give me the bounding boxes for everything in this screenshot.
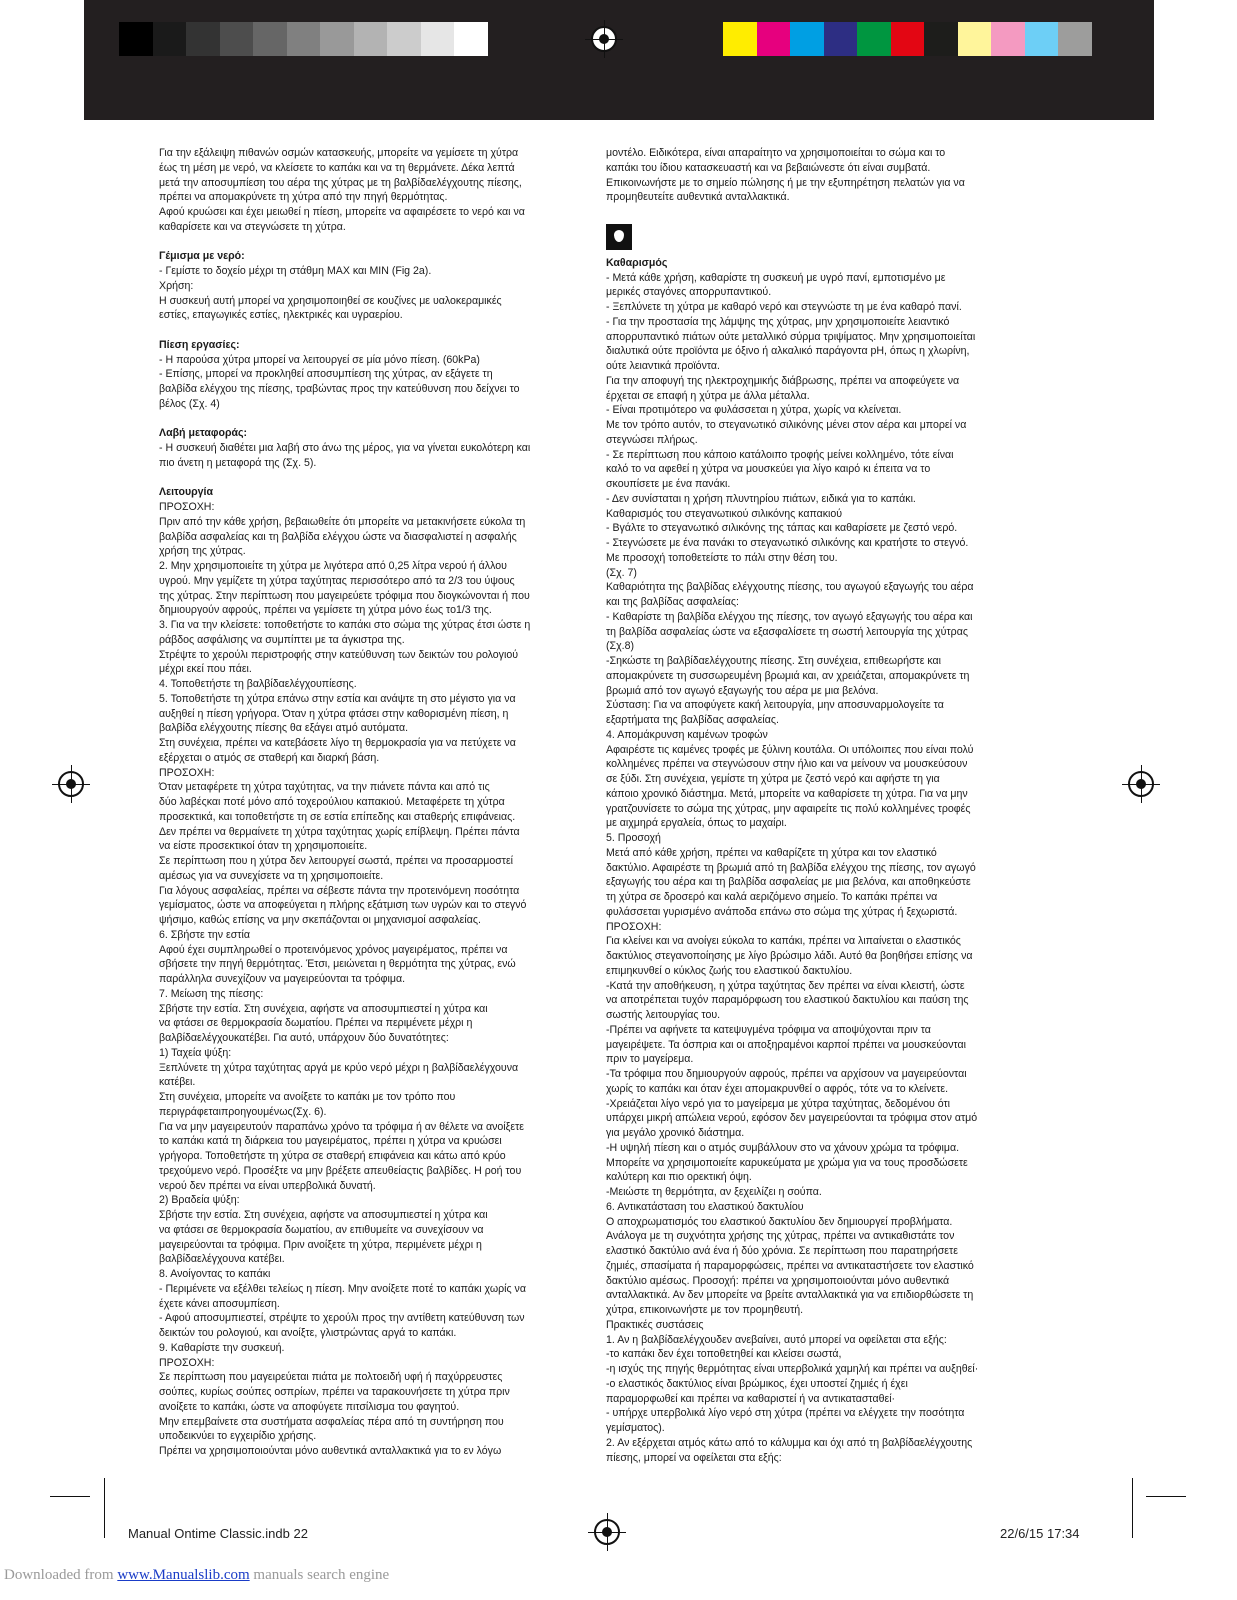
text-line: Χρήση:: [159, 279, 194, 292]
text-line: στεγνώσει πλήρως.: [606, 433, 698, 446]
color-swatch: [186, 22, 220, 56]
text-line: βρωμιά από τον αγωγό εξαγωγής του αέρα με μια βελόνα.: [606, 684, 879, 697]
text-line: Για λόγους ασφαλείας, πρέπει να σέβεστε πάντα την προτεινόμενη ποσότητα: [159, 884, 520, 897]
text-line: - Αφού αποσυμπιεστεί, στρέψτε το χερούλι προς την αντίθετη κατεύθυνση των: [159, 1312, 525, 1325]
color-swatch: [891, 22, 925, 56]
text-line: 6. Αντικατάσταση του ελαστικού δακτυλίου: [606, 1200, 804, 1213]
text-line: μαγειρεύονται τα τρόφιμα. Πριν ανοίξετε τη χύτρα, περιμένετε μέχρι η: [159, 1238, 482, 1251]
left-text-column: [159, 146, 577, 1459]
text-line: Ο αποχρωματισμός του ελαστικού δακτυλίου δεν δημιουργεί προβλήματα.: [606, 1215, 953, 1228]
text-line: Αφού κρυώσει και έχει μειωθεί η πίεση, μπορείτε να αφαιρέσετε το νερό και να: [159, 206, 525, 218]
text-line: εξαρτήματα της βαλβίδας ασφαλείας.: [606, 714, 779, 726]
crop-mark: [1146, 1496, 1186, 1497]
text-line: - Γεμίστε το δοχείο μέχρι τη στάθμη MAX και MIN (Fig 2a).: [159, 265, 432, 277]
text-line: Στη συνέχεια, πρέπει να κατεβάσετε λίγο τη θερμοκρασία για να πετύχετε να: [159, 737, 516, 749]
text-line: καθαρίσετε και να στεγνώσετε τη χύτρα.: [159, 220, 346, 233]
text-line: Σβήστε την εστία. Στη συνέχεια, αφήστε να αποσυμπιεστεί η χύτρα και: [159, 1209, 488, 1221]
text-line: - Βγάλτε το στεγανωτικό σιλικόνης της τάπας και καθαρίσετε με ζεστό νερό.: [606, 522, 958, 535]
text-line: Με προσοχή τοποθετείστε το πάλι στην θέση του.: [606, 551, 838, 564]
text-line: - Για την προστασία της λάμψης της χύτρας, μην χρησιμοποιείτε λειαντικό: [606, 315, 950, 328]
text-line: γεμίσματος).: [606, 1422, 665, 1434]
color-swatch: [1025, 22, 1059, 56]
text-line: - Ξεπλύνετε τη χύτρα με καθαρό νερό και στεγνώστε τη με ένα καθαρό πανί.: [606, 301, 962, 313]
text-line: Για να μην μαγειρευτούν παραπάνω χρόνο τα τρόφιμα ή αν θέλετε να ανοίξετε: [159, 1120, 525, 1133]
color-swatch: [991, 22, 1025, 56]
color-swatch: [253, 22, 287, 56]
text-line: εστίες, επαγωγικές εστίες, ηλεκτρικές και υγραερίου.: [159, 309, 403, 322]
text-line: να φτάσει σε θερμοκρασία δωματίου, αν επιθυμείτε να συνεχίσουν να: [159, 1223, 484, 1236]
text-line: ανοίξετε το καπάκι, ώστε να αποφύγετε πιτσίλισμα του φαγητού.: [159, 1400, 460, 1413]
text-line: Μετά από κάθε χρήση, πρέπει να καθαρίζετε τη χύτρα και τον ελαστικό: [606, 846, 937, 859]
footer-date: 22/6/15 17:34: [1000, 1526, 1080, 1541]
footer-file-info: Manual Ontime Classic.indb 22: [128, 1526, 308, 1541]
text-line: παράλληλα συνεχίζουν να μαγειρεύονται τα τρόφιμα.: [159, 973, 406, 985]
registration-mark-icon: [58, 771, 84, 797]
text-line: δακτύλιο αμέσως. Προσοχή: πρέπει να χρησιμοποιούνται μόνο αυθεντικά: [606, 1274, 950, 1287]
color-swatch: [824, 22, 858, 56]
registration-mark-icon: [591, 26, 617, 52]
section-heading: Καθαρισμός: [606, 256, 668, 269]
text-line: έρχεται σε επαφή η χύτρα με άλλα μέταλλα.: [606, 389, 810, 402]
text-line: βαλβίδαελέγχουκατέβει. Για αυτό, υπάρχουν δύο δυνατότητες:: [159, 1032, 449, 1044]
download-prefix: Downloaded from: [4, 1567, 118, 1583]
text-line: -Σηκώστε τη βαλβίδαελέγχουτης πίεσης. Στη συνέχεια, επιθεωρήστε και: [606, 655, 942, 667]
text-line: Στρέψτε το χερούλι περιστροφής στην κατεύθυνση των δεικτών του ρολογιού: [159, 648, 519, 661]
text-line: 5. Προσοχή: [606, 832, 661, 844]
text-line: ΠΡΟΣΟΧΗ:: [159, 1356, 215, 1369]
text-line: βέλος (Σχ. 4): [159, 397, 220, 410]
text-line: απορρυπαντικό πιάτων ούτε μεταλλικό σύρμα τριψίματος. Μην χρησιμοποιείται: [606, 330, 976, 343]
text-line: παραμορφωθεί και πρέπει να καθαριστεί ή να αντικατασταθεί·: [606, 1392, 896, 1405]
text-line: κάποιο χρονικό διάστημα. Μετά, μπορείτε να καθαρίσετε τη χύτρα. Για να μην: [606, 787, 968, 800]
text-line: περιγράφεταιπροηγουμένως(Σχ. 6).: [159, 1105, 327, 1118]
text-line: 4. Απομάκρυνση καμένων τροφών: [606, 728, 768, 741]
color-swatch: [220, 22, 254, 56]
text-line: υγρού. Μην γεμίζετε τη χύτρα ταχύτητας περισσότερο από τα 2/3 του ύψους: [159, 574, 515, 587]
text-line: σβήσετε την πηγή θερμότητας. Έτσι, μειώνεται η θερμότητα της χύτρας, ενώ: [159, 958, 516, 971]
text-line: μέχρι εκεί που πάει.: [159, 663, 252, 676]
text-line: -η ισχύς της πηγής θερμότητας είναι υπερβολικά χαμηλή και πρέπει να αυξηθεί·: [606, 1363, 979, 1375]
text-line: 4. Τοποθετήστε τη βαλβίδαελέγχουπίεσης.: [159, 678, 357, 690]
text-line: αμέσως για να συνεχίσετε να τη χρησιμοποιείτε.: [159, 869, 384, 882]
text-line: - Η παρούσα χύτρα μπορεί να λειτουργεί σε μία μόνο πίεση. (60kPa): [159, 353, 480, 366]
color-swatch: [287, 22, 321, 56]
text-line: -Η υψηλή πίεση και ο ατμός συμβάλλουν στο να χάνουν χρώμα τα τρόφιμα.: [606, 1141, 960, 1154]
text-line: 8. Ανοίγοντας το καπάκι: [159, 1268, 271, 1280]
text-line: ΠΡΟΣΟΧΗ:: [159, 766, 215, 779]
section-heading: Γέμισμα με νερό:: [159, 250, 245, 263]
color-swatch: [958, 22, 992, 56]
text-line: δύο λαβέςκαι ποτέ μόνο από τοχερούλιου καπακιού. Μεταφέρετε τη χύτρα: [159, 796, 505, 808]
color-swatch: [421, 22, 455, 56]
text-line: Με τον τρόπο αυτόν, το στεγανωτικό σιλικόνης μένει στον αέρα και μπορεί να: [606, 419, 967, 431]
text-line: σωστής λειτουργίας του.: [606, 1009, 721, 1021]
text-line: κατέβει.: [159, 1076, 196, 1089]
text-line: - Είναι προτιμότερο να φυλάσσεται η χύτρα, χωρίς να κλείνεται.: [606, 404, 902, 417]
text-line: - Μετά κάθε χρήση, καθαρίστε τη συσκευή με υγρό πανί, εμποτισμένο με: [606, 271, 946, 284]
text-line: εξέρχεται ο ατμός σε σταθερή και διαρκή βάση.: [159, 751, 380, 764]
text-line: Αφαιρέστε τις καμένες τροφές με ξύλινη κουτάλα. Οι υπόλοιπες που είναι πολύ: [606, 743, 974, 756]
text-line: ανταλλακτικά. Αν δεν μπορείτε να βρείτε ανταλλακτικά για να επιδιορθώσετε τη: [606, 1289, 974, 1302]
text-line: βαλβίδα ασφαλείας και τη βαλβίδα ελέγχου ώστε να διασφαλιστεί η ασφαλής: [159, 530, 517, 543]
text-line: Δεν πρέπει να θερμαίνετε τη χύτρα ταχύτητας χωρίς επίβλεψη. Πρέπει πάντα: [159, 825, 520, 838]
text-line: -το καπάκι δεν έχει τοποθετηθεί και κλείσει σωστά,: [606, 1348, 842, 1361]
text-line: υποδεικνύει το εγχειρίδιο χρήσης.: [159, 1430, 317, 1443]
text-line: (Σχ. 7): [606, 566, 637, 579]
color-swatch: [757, 22, 791, 56]
text-line: Σε περίπτωση που η χύτρα δεν λειτουργεί σωστά, πρέπει να προσαρμοστεί: [159, 855, 514, 867]
text-line: 1) Ταχεία ψύξη:: [159, 1046, 232, 1059]
text-line: για μεγάλο χρονικό διάστημα.: [606, 1127, 745, 1139]
text-line: σε ξύδι. Στη συνέχεια, γεμίστε τη χύτρα με ζεστό νερό και αφήστε τη για: [606, 773, 940, 785]
section-heading: Λειτουργία: [159, 486, 214, 499]
text-line: χύτρα, επικοινωνήστε με τον προμηθευτή.: [606, 1304, 804, 1316]
text-line: γρατζουνίσετε το σώμα της χύτρας, μην αφαιρείτε τις πολύ κολλημένες τροφές: [606, 802, 971, 815]
text-line: Ξεπλύνετε τη χύτρα ταχύτητας αργά με κρύο νερό μέχρι η βαλβίδαελέγχουνα: [159, 1061, 519, 1074]
text-line: απομακρύνετε τη συσσωρευμένη βρωμιά και, αν χρειάζεται, απομακρύνετε τη: [606, 669, 970, 682]
text-line: προσεκτικά, και τοποθετήστε τη σε εστία επίπεδης και σταθερής επιφάνειας.: [159, 810, 516, 823]
text-line: βαλβίδαελέγχουνα κατέβει.: [159, 1253, 285, 1266]
text-line: έχετε κάνει αποσυμπίεση.: [159, 1297, 280, 1310]
text-line: το καπάκι κατά τη διάρκεια του μαγειρέματος, πρέπει η χύτρα να κρυώσει: [159, 1135, 502, 1148]
text-line: [159, 471, 577, 486]
color-swatch: [924, 22, 958, 56]
text-line: -Πρέπει να αφήνετε τα κατεψυγμένα τρόφιμα να αποψύχονται πριν τα: [606, 1023, 931, 1036]
text-line: - υπήρχε υπερβολικά λίγο νερό στη χύτρα (πρέπει να ελέγχετε την ποσότητα: [606, 1407, 965, 1420]
color-swatch: [354, 22, 388, 56]
text-line: -Μειώστε τη θερμότητα, αν ξεχειλίζει η σούπα.: [606, 1186, 822, 1198]
text-line: γρήγορα. Τοποθετήστε τη χύτρα σε σταθερή επιφάνεια και κάτω από κρύο: [159, 1150, 506, 1162]
text-line: υπάρχει μικρή απώλεια νερού, εφόσον δεν μαγειρεύονται τα τρόφιμα στον ατμό: [606, 1112, 978, 1125]
text-line: - Επίσης, μπορεί να προκληθεί αποσυμπίεση της χύτρας, αν εξάγετε τη: [159, 368, 493, 381]
text-line: καλό το να αφεθεί η χύτρα να μουσκεύει για λίγο καιρό κι έπειτα να το: [606, 463, 931, 476]
text-line: Ανάλογα με τη συχνότητα χρήσης της χύτρας, πρέπει να αντικαθιστάτε τον: [606, 1230, 955, 1243]
text-line: τρεχούμενο νερό. Προσέξτε να μην βρέξετε απευθείαςτις βαλβίδες. Η ροή του: [159, 1164, 522, 1177]
text-line: 9. Καθαρίστε την συσκευή.: [159, 1341, 285, 1354]
text-line: Μην επεμβαίνετε στα συστήματα ασφαλείας πέρα από τη συντήρηση που: [159, 1415, 504, 1428]
text-line: να αποτρέπεται τυχόν παραμόρφωση του ελαστικού δακτυλίου και παύση της: [606, 994, 969, 1007]
text-line: σκουπίσετε με ένα πανάκι.: [606, 478, 731, 490]
text-line: πίεσης, μπορεί να οφείλεται στα εξής:: [606, 1451, 782, 1464]
text-line: Για κλείνει και να ανοίγει εύκολα το καπάκι, πρέπει να λιπαίνεται ο ελαστικός: [606, 935, 961, 948]
text-line: Σε περίπτωση που μαγειρεύεται πιάτα με πολτοειδή υφή ή παχύρρευστες: [159, 1371, 503, 1384]
text-line: -Κατά την αποθήκευση, η χύτρα ταχύτητας δεν πρέπει να είναι κλειστή, ώστε: [606, 979, 965, 992]
text-line: τη χύτρα σε δροσερό και καλά αεριζόμενο σημείο. Το καπάκι πρέπει να: [606, 891, 938, 903]
text-line: μοντέλο. Ειδικότερα, είναι απαραίτητο να χρησιμοποιείται το σώμα και το: [606, 147, 946, 159]
text-line: Για την αποφυγή της ηλεκτροχημικής διάβρωσης, πρέπει να αποφεύγετε να: [606, 374, 960, 387]
text-line: -ο ελαστικός δακτύλιος είναι βρώμικος, έχει υποστεί ζημιές ή έχει: [606, 1377, 908, 1390]
crop-mark: [50, 1496, 90, 1497]
text-line: Πριν από την κάθε χρήση, βεβαιωθείτε ότι μπορείτε να μετακινήσετε εύκολα τη: [159, 515, 526, 528]
text-line: μερικές σταγόνες απορρυπαντικού.: [606, 286, 772, 299]
text-line: (Σχ.8): [606, 640, 634, 653]
text-line: κολλημένες πρέπει να στεγνώσουν στην ήλιο και να μείνουν να μουσκεύσουν: [606, 758, 968, 771]
text-line: - Καθαρίστε τη βαλβίδα ελέγχου της πίεσης, τον αγωγό εξαγωγής του αέρα και: [606, 610, 973, 623]
text-line: 7. Μείωση της πίεσης:: [159, 987, 264, 1000]
text-line: ζημιές, σπασίματα ή παραμορφώσεις, πρέπει να αντικαταστήσετε τον ελαστικό: [606, 1259, 974, 1272]
text-line: Πρέπει να χρησιμοποιούνται μόνο αυθεντικά ανταλλακτικά για το εν λόγω: [159, 1445, 502, 1457]
text-line: Στη συνέχεια, μπορείτε να ανοίξετε το καπάκι με τον τρόπο που: [159, 1091, 456, 1103]
text-line: Μπορείτε να χρησιμοποιείτε καρυκεύματα με χρώμα για να τους προσδώσετε: [606, 1156, 968, 1169]
text-line: 3. Για να την κλείσετε: τοποθετήστε το καπάκι στο σώμα της χύτρας έτσι ώστε η: [159, 619, 531, 631]
text-line: δακτύλιος στεγανοποίησης με λίγο βρώσιμο λάδι. Αυτό θα βοηθήσει επίσης να: [606, 950, 973, 962]
text-line: - Περιμένετε να εξέλθει τελείως η πίεση. Μην ανοίξετε ποτέ το καπάκι χωρίς να: [159, 1282, 526, 1295]
registration-mark-icon: [1128, 771, 1154, 797]
text-line: Επικοινωνήστε με το σημείο πώλησης ή με την εξυπηρέτηση πελατών για να: [606, 176, 965, 189]
text-line: προμηθευτείτε αυθεντικά ανταλλακτικά.: [606, 191, 790, 204]
text-line: πιο άνετη η μεταφορά της (Σχ. 5).: [159, 456, 317, 469]
color-swatch: [1058, 22, 1092, 56]
download-notice: [4, 1567, 389, 1584]
text-line: - Στεγνώσετε με ένα πανάκι το στεγανωτικό σιλικόνης και κρατήστε το στεγνό.: [606, 537, 969, 549]
text-line: Η συσκευή αυτή μπορεί να χρησιμοποιηθεί σε κουζίνες με υαλοκεραμικές: [159, 294, 502, 307]
text-line: Αφού έχει συμπληρωθεί ο προτεινόμενος χρόνος μαγειρέματος, πρέπει να: [159, 943, 508, 956]
text-line: χωρίς το καπάκι και όταν έχει απομακρυνθεί ο αφρός, τότε να το κλείνετε.: [606, 1082, 949, 1095]
text-line: να είστε προσεκτικοί όταν τη χρησιμοποιείτε.: [159, 840, 368, 853]
color-swatch: [153, 22, 187, 56]
text-line: Σύσταση: Για να αποφύγετε κακή λειτουργία, μην αποσυναρμολογείτε τα: [606, 699, 944, 712]
color-swatch: [387, 22, 421, 56]
section-heading: Λαβή μεταφοράς:: [159, 427, 248, 440]
text-line: 5. Τοποθετήστε τη χύτρα επάνω στην εστία και ανάψτε τη στο μέγιστο για να: [159, 692, 516, 705]
text-line: ράβδος ασφάλισης να συμπίπτει με τα άγκιστρα της.: [159, 633, 405, 646]
text-line: επιμηκυνθεί ο κύκλος ζωής του ελαστικού δακτυλίου.: [606, 964, 853, 977]
text-line: έως τη μέση με νερό, να κλείσετε το καπάκι και να τη θερμάνετε. Δέκα λεπτά: [159, 161, 515, 174]
text-line: γεμίσματος, ώστε να αποφεύγεται η πλήρης εξάτμιση των υγρών και το στεγνό: [159, 899, 527, 912]
color-swatch: [119, 22, 153, 56]
text-line: της χύτρας. Στην περίπτωση που μαγειρεύετε τρόφιμα που διογκώνονται ή που: [159, 589, 530, 602]
text-line: να φτάσει σε θερμοκρασία δωματίου. Πρέπει να περιμένετε μέχρι η: [159, 1017, 473, 1030]
text-line: ΠΡΟΣΟΧΗ:: [159, 501, 215, 513]
color-swatch: [723, 22, 757, 56]
manualslib-link[interactable]: www.Manualslib.com: [117, 1567, 250, 1583]
text-line: αυξηθεί η πίεση γρήγορα. Όταν η χύτρα φτάσει στην καθορισμένη πίεση, η: [159, 707, 509, 720]
text-line: 2. Αν εξέρχεται ατμός κάτω από το κάλυμμα και όχι από τη βαλβίδαελέγχουτης: [606, 1436, 973, 1449]
print-color-bar: [84, 0, 1154, 120]
registration-mark-icon: [594, 1519, 620, 1545]
text-line: τη βαλβίδα ασφαλείας ώστε να εξασφαλίσετε τη σωστή λειτουργία της χύτρας: [606, 625, 968, 638]
text-line: [159, 412, 577, 427]
text-line: ελαστικό δακτύλιο ανά ένα ή δύο χρόνια. Σε περίπτωση που παρατηρήσετε: [606, 1245, 958, 1257]
text-line: - Σε περίπτωση που κάποιο κατάλοιπο τροφής μείνει κολλημένο, τότε είναι: [606, 448, 954, 461]
text-line: χρήση της χύτρας.: [159, 545, 246, 558]
text-line: βαλβίδα ελέγχουτης πίεσης θα εξάγει ατμό αυτόματα.: [159, 722, 409, 735]
text-line: [159, 323, 577, 338]
text-line: - Δεν συνίσταται η χρήση πλυντηρίου πιάτων, ειδικά για το καπάκι.: [606, 492, 916, 505]
text-line: φυλάσσεται γυρισμένο ανάποδα επάνω στο σώμα της χύτρας ή ξεχωριστά.: [606, 905, 958, 918]
text-line: δεικτών του ρολογιού, και ανοίξτε, γλιστρώντας αργά το καπάκι.: [159, 1327, 457, 1339]
water-drop-icon: [606, 224, 632, 250]
crop-mark: [1132, 1478, 1133, 1538]
crop-mark: [104, 1478, 105, 1538]
text-line: 1. Αν η βαλβίδαελέγχουδεν ανεβαίνει, αυτό μπορεί να οφείλεται στα εξής:: [606, 1333, 947, 1346]
color-swatch: [790, 22, 824, 56]
text-line: δημιουργούν αφρούς, πρέπει να γεμίσετε τη χύτρα μόνο έως το1/3 της.: [159, 604, 492, 617]
text-line: [159, 235, 577, 250]
text-line: μετά την αποσυμπίεση του αέρα της χύτρας με τη βαλβίδαελέγχουτης πίεσης,: [159, 176, 522, 189]
text-line: μαγειρέψετε. Τα όσπρια και οι αποξηραμένοι καρποί πρέπει να μουσκεύονται: [606, 1038, 966, 1051]
text-line: 2) Βραδεία ψύξη:: [159, 1194, 240, 1207]
text-line: ούτε λειαντικά προϊόντα.: [606, 360, 720, 372]
text-line: 6. Σβήστε την εστία: [159, 928, 250, 941]
text-line: νερού δεν πρέπει να είναι υπερβολικά δυνατή.: [159, 1179, 376, 1192]
text-line: Για την εξάλειψη πιθανών οσμών κατασκευής, μπορείτε να γεμίσετε τη χύτρα: [159, 147, 519, 159]
text-line: και της βαλβίδας ασφαλείας:: [606, 596, 739, 608]
text-line: Καθαριότητα της βαλβίδας ελέγχουτης πίεσης, του αγωγού εξαγωγής του αέρα: [606, 581, 974, 594]
text-line: -Τα τρόφιμα που δημιουργούν αφρούς, πρέπει να αρχίσουν να μαγειρεύονται: [606, 1068, 967, 1080]
text-line: βαλβίδα ελέγχου της πίεσης, τραβώντας προς την κατεύθυνση που δείχνει το: [159, 383, 520, 395]
text-line: καπάκι του ίδιου κατασκευαστή και να βεβαιώνεστε ότι είναι συμβατά.: [606, 161, 931, 174]
section-heading: Πίεση εργασίες:: [159, 338, 240, 351]
text-line: ψήσιμο, καθώς επίσης να μην σκεπάζονται οι μηχανισμοί ασφαλείας.: [159, 914, 481, 926]
text-line: Σβήστε την εστία. Στη συνέχεια, αφήστε να αποσυμπιεστεί η χύτρα και: [159, 1002, 488, 1015]
color-swatch: [320, 22, 354, 56]
text-line: διαλυτικά ούτε προϊόντα με όξινο ή αλκαλικό παράγοντα pH, όπως η χλωρίνη,: [606, 345, 970, 358]
text-line: ΠΡΟΣΟΧΗ:: [606, 920, 662, 933]
color-swatch: [857, 22, 891, 56]
text-line: 2. Μην χρησιμοποιείτε τη χύτρα με λιγότερα από 0,25 λίτρα νερού ή άλλου: [159, 560, 507, 572]
text-line: Όταν μεταφέρετε τη χύτρα ταχύτητας, να την πιάνετε πάντα και από τις: [159, 781, 490, 794]
text-line: δακτύλιο. Αφαιρέστε τη βρωμιά από τη βαλβίδα ελέγχου της πίεσης, τον αγωγό: [606, 861, 976, 874]
text-line: σούπες, κυρίως σούπες οσπρίων, πρέπει να ταρακουνήσετε τη χύτρα πριν: [159, 1386, 510, 1398]
text-line: με αιχμηρά εργαλεία, όπως το μαχαίρι.: [606, 817, 787, 830]
right-text-column: [606, 146, 1024, 1465]
text-line: - Η συσκευή διαθέτει μια λαβή στο άνω της μέρος, για να γίνεται ευκολότερη και: [159, 442, 531, 454]
color-swatch: [454, 22, 488, 56]
text-line: πρέπει να απομακρύνετε τη χύτρα από την πηγή θερμότητας.: [159, 191, 448, 204]
text-line: Πρακτικές συστάσεις: [606, 1318, 704, 1331]
text-line: καλύτερη και πιο ορεκτική όψη.: [606, 1171, 752, 1184]
text-line: -Χρειάζεται λίγο νερό για το μαγείρεμα με χύτρα ταχύτητας, δεδομένου ότι: [606, 1097, 951, 1110]
text-line: πριν το μαγείρεμα.: [606, 1053, 694, 1066]
text-line: εξαγωγής του αέρα και τη βαλβίδα ασφαλείας με μια βελόνα, και αποθηκεύστε: [606, 876, 971, 889]
download-suffix: manuals search engine: [249, 1567, 390, 1583]
text-line: Καθαρισμός του στεγανωτικού σιλικόνης καπακιού: [606, 507, 843, 520]
